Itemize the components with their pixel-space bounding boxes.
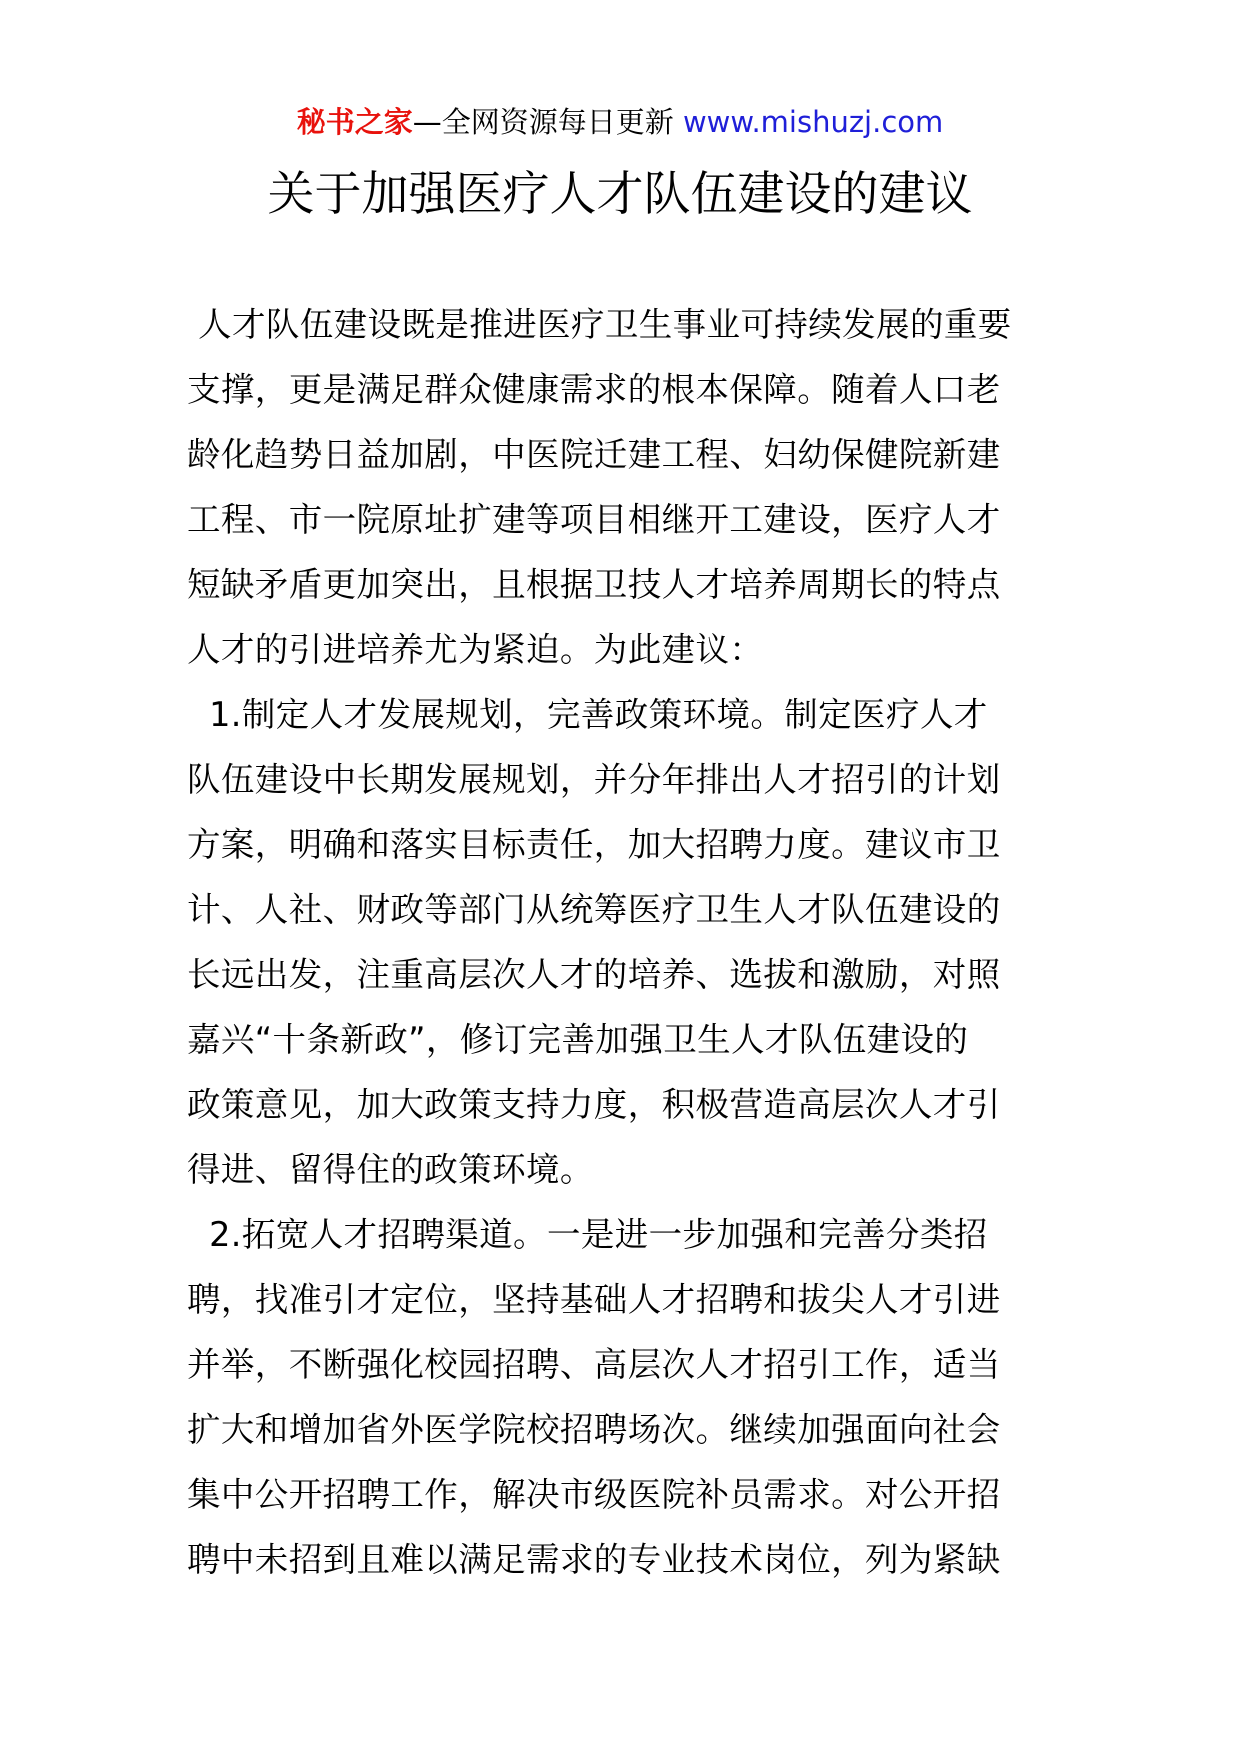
- document-body: [187, 292, 1057, 1592]
- brand-name: 秘书之家: [296, 105, 413, 139]
- site-url-link[interactable]: www.mishuzj.com: [682, 105, 944, 139]
- body-line: 龄化趋势日益加剧，中医院迁建工程、妇幼保健院新建: [187, 435, 1001, 474]
- body-line: 工程、市一院原址扩建等项目相继开工建设，医疗人才: [187, 500, 1001, 539]
- body-line: 得进、留得住的政策环境。: [187, 1150, 594, 1189]
- body-line: 1.制定人才发展规划，完善政策环境。制定医疗人才: [187, 695, 988, 734]
- document-title: 关于加强医疗人才队伍建设的建议: [267, 167, 973, 222]
- site-tagline: —全网资源每日更新: [412, 105, 674, 139]
- body-line: 短缺矛盾更加突出，且根据卫技人才培养周期长的特点: [187, 565, 1001, 604]
- body-line: 政策意见，加大政策支持力度，积极营造高层次人才引: [187, 1085, 1001, 1124]
- body-line: 计、人社、财政等部门从统筹医疗卫生人才队伍建设的: [187, 890, 1001, 929]
- body-line: 方案，明确和落实目标责任，加大招聘力度。建议市卫: [187, 825, 1001, 864]
- body-line: 集中公开招聘工作，解决市级医院补员需求。对公开招: [187, 1475, 1001, 1514]
- body-line: 扩大和增加省外医学院校招聘场次。继续加强面向社会: [187, 1410, 1001, 1449]
- body-line: 人才的引进培养尤为紧迫。为此建议：: [187, 630, 764, 669]
- body-line: 2.拓宽人才招聘渠道。一是进一步加强和完善分类招: [187, 1215, 988, 1254]
- body-line: 嘉兴“十条新政”，修订完善加强卫生人才队伍建设的: [187, 1020, 969, 1059]
- body-line: 长远出发，注重高层次人才的培养、选拔和激励，对照: [187, 955, 1001, 994]
- site-header: [0, 100, 1240, 144]
- body-line: 并举，不断强化校园招聘、高层次人才招引工作，适当: [187, 1345, 1001, 1384]
- body-line: 支撑，更是满足群众健康需求的根本保障。随着人口老: [187, 370, 1001, 409]
- body-line: 队伍建设中长期发展规划，并分年排出人才招引的计划: [187, 760, 1001, 799]
- body-line: 聘，找准引才定位，坚持基础人才招聘和拔尖人才引进: [187, 1280, 1001, 1319]
- body-line: 聘中未招到且难以满足需求的专业技术岗位，列为紧缺: [187, 1540, 1001, 1579]
- body-line: 人才队伍建设既是推进医疗卫生事业可持续发展的重要: [187, 305, 1012, 344]
